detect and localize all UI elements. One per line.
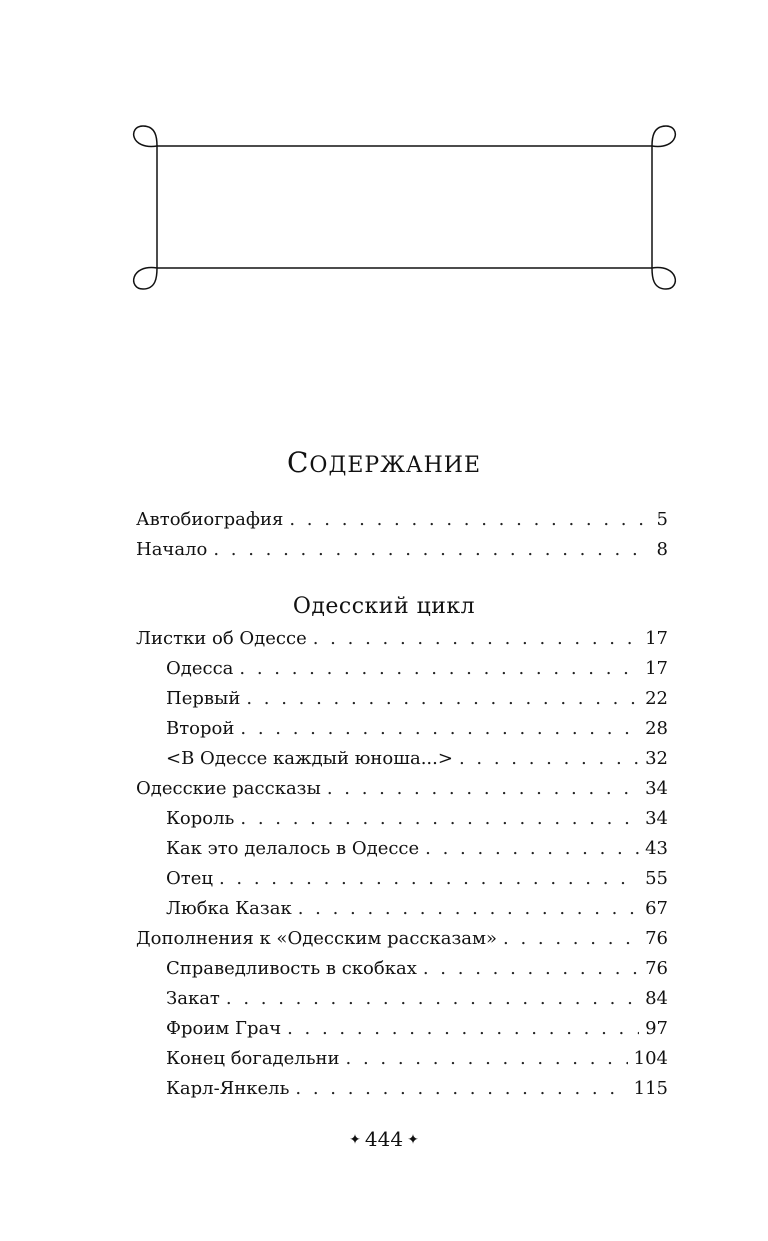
dot-leader — [298, 894, 639, 924]
toc-entry-page: 17 — [645, 628, 668, 649]
toc-entry-label: Король — [166, 808, 235, 829]
toc-entry[interactable] — [136, 924, 668, 954]
dot-leader — [313, 624, 639, 654]
dot-leader — [425, 834, 639, 864]
toc-entry-label: Второй — [166, 718, 235, 739]
toc-subentry[interactable] — [166, 834, 668, 864]
toc-entry[interactable] — [136, 624, 668, 654]
toc-entry-page: 32 — [645, 748, 668, 769]
toc-subentry[interactable] — [166, 714, 668, 744]
dot-leader — [240, 804, 639, 834]
toc-entry-page: 17 — [645, 658, 668, 679]
dot-leader — [287, 1014, 639, 1044]
dot-leader — [346, 1044, 628, 1074]
toc-entry-page: 76 — [645, 928, 668, 949]
page-number — [0, 1127, 768, 1151]
toc-entry-label: Конец богадельни — [166, 1048, 340, 1069]
toc-subentry[interactable] — [166, 1014, 668, 1044]
dot-leader — [423, 954, 639, 984]
star-ornament-icon: ✦ — [407, 1132, 419, 1148]
toc-entry-page: 55 — [645, 868, 668, 889]
toc-entry-page: 115 — [633, 1078, 668, 1099]
toc-subentry[interactable] — [166, 744, 668, 774]
toc-entry-label: Одесса — [166, 658, 234, 679]
toc-subentry[interactable] — [166, 654, 668, 684]
toc-entry-label: Как это делалось в Одессе — [166, 838, 420, 859]
toc-entry-page: 34 — [645, 808, 668, 829]
toc-entry-page: 84 — [645, 988, 668, 1009]
toc-subentry[interactable] — [166, 684, 668, 714]
toc-entry-page: 43 — [645, 838, 668, 859]
toc-subentry[interactable] — [166, 894, 668, 924]
toc-entry-label: Любка Казак — [166, 898, 292, 919]
toc-entry-page: 104 — [633, 1048, 668, 1069]
toc-entry[interactable] — [136, 774, 668, 804]
toc-entry-label: Отец — [166, 868, 213, 889]
toc-entry-page: 5 — [656, 509, 668, 530]
toc-subentry[interactable] — [166, 1044, 668, 1074]
toc-entry-page: 76 — [645, 958, 668, 979]
dot-leader — [289, 505, 650, 535]
dot-leader — [459, 744, 639, 774]
toc-entry-label: Первый — [166, 688, 241, 709]
dot-leader — [239, 654, 639, 684]
toc-subentry[interactable] — [166, 984, 668, 1014]
dot-leader — [503, 924, 639, 954]
toc-entry-label: Дополнения к «Одесским рассказам» — [136, 928, 498, 949]
dot-leader — [240, 714, 639, 744]
toc-entry-label: Автобиография — [136, 509, 284, 530]
toc-entry-label: Справедливость в скобках — [166, 958, 417, 979]
toc-subentry[interactable] — [166, 1074, 668, 1104]
toc-entry-label: Карл-Янкель — [166, 1078, 290, 1099]
toc-title-rest: ОДЕРЖАНИЕ — [309, 453, 482, 478]
toc-entry-beginning[interactable] — [136, 535, 668, 565]
toc-entry-page: 8 — [656, 539, 668, 560]
dot-leader — [295, 1074, 627, 1104]
toc-title — [0, 446, 768, 479]
dot-leader — [226, 984, 639, 1014]
toc-title-initial: С — [286, 446, 310, 479]
ornamental-frame — [0, 0, 768, 320]
toc-subentry[interactable] — [166, 864, 668, 894]
toc-entry-label: Начало — [136, 539, 208, 560]
dot-leader — [213, 535, 650, 565]
star-ornament-icon: ✦ — [349, 1132, 361, 1148]
toc-entry-autobiography[interactable] — [136, 505, 668, 535]
dot-leader — [327, 774, 639, 804]
dot-leader — [246, 684, 639, 714]
dot-leader — [219, 864, 639, 894]
toc-entry-label: <В Одессе каждый юноша...> — [166, 748, 453, 769]
toc-subentry[interactable] — [166, 954, 668, 984]
toc-entry-page: 22 — [645, 688, 668, 709]
toc-entry-page: 34 — [645, 778, 668, 799]
toc-entry-page: 67 — [645, 898, 668, 919]
section-heading: Одесский цикл — [292, 594, 476, 619]
toc-entry-label: Листки об Одессе — [136, 628, 307, 649]
toc-entry-page: 97 — [645, 1018, 668, 1039]
toc-subentry[interactable] — [166, 804, 668, 834]
toc-entry-label: Одесские рассказы — [136, 778, 321, 799]
toc-entry-page: 28 — [645, 718, 668, 739]
page-number-value: 444 — [364, 1127, 404, 1151]
toc-entry-label: Фроим Грач — [166, 1018, 282, 1039]
toc-entry-label: Закат — [166, 988, 220, 1009]
